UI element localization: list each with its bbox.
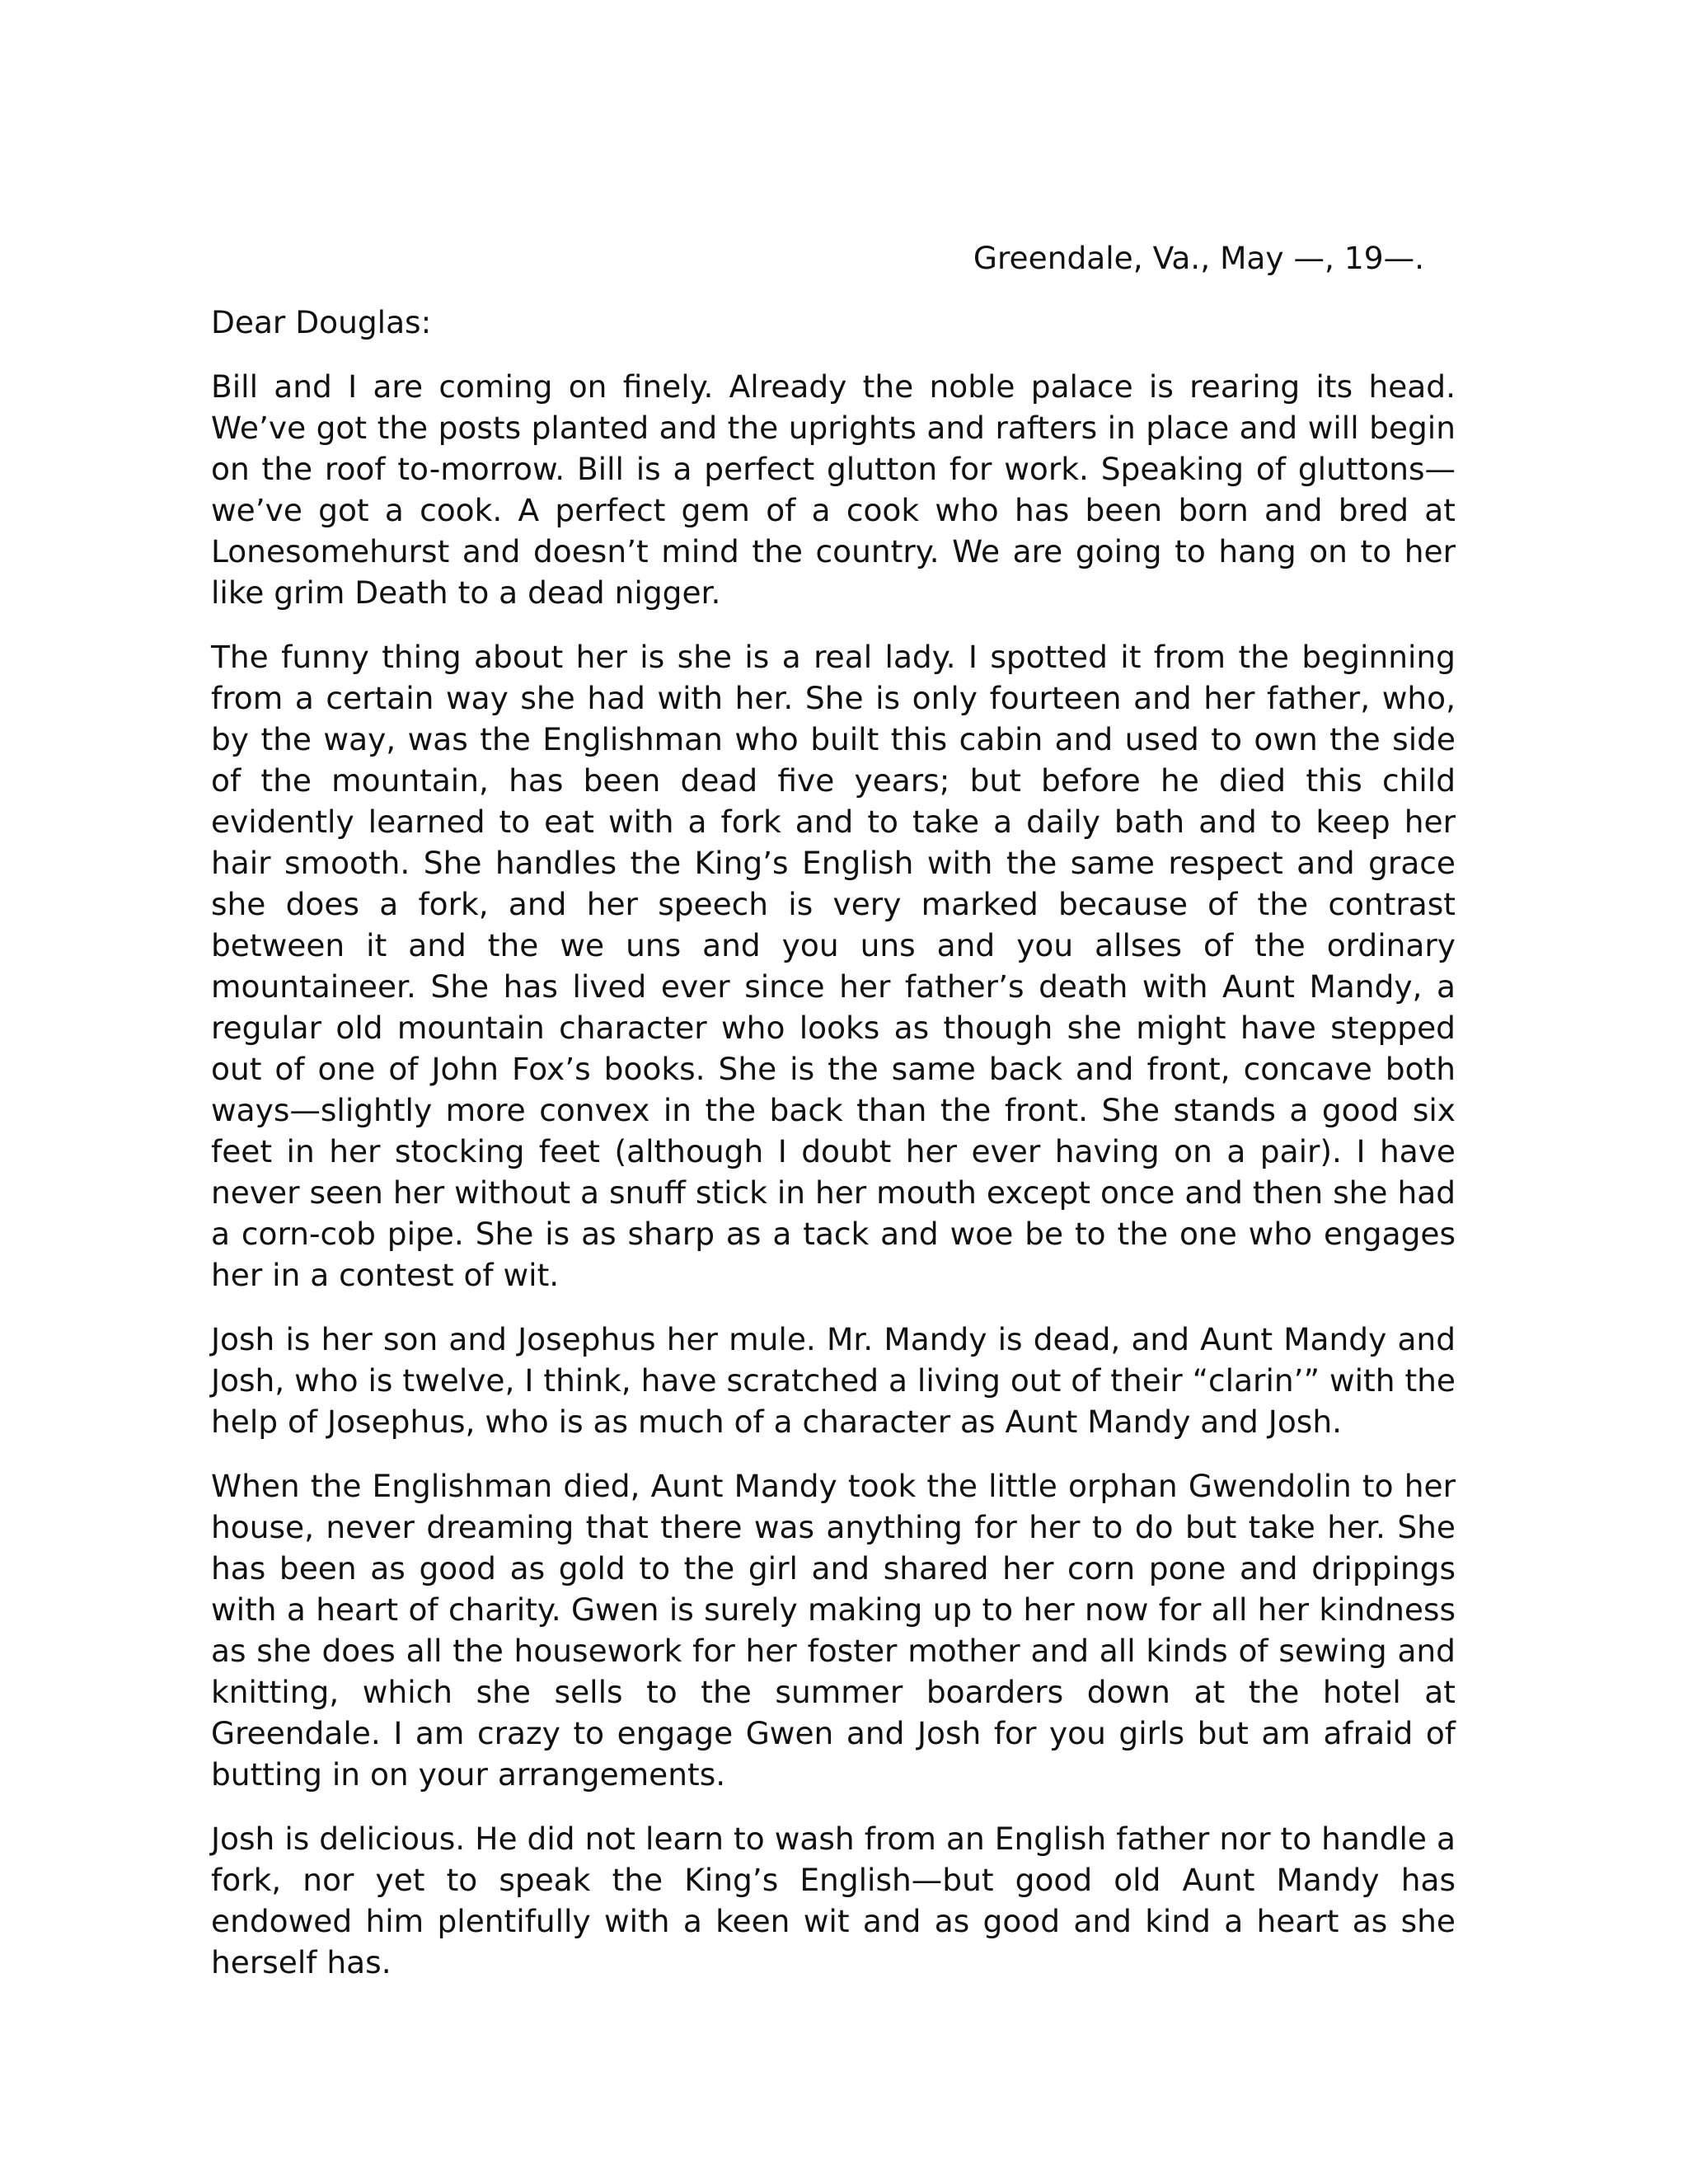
letter-page [211,237,1456,2006]
letter-salutation: Dear Douglas: [211,304,432,340]
letter-paragraph: Josh is delicious. He did not learn to wash from an English father nor to handle a fork, nor yet to speak the King’s English—but good old Aunt Mandy has endowed him plentifully with a keen wit and as good and kind a heart as she herself has. [211,1821,1456,1980]
letter-paragraph: When the Englishman died, Aunt Mandy took the little orphan Gwendolin to her house, never dreaming that there was anything for her to do but take her. She has been as good as gold to the girl and shared her corn pone and drippings with a heart of charity. Gwen is surely making up to her now for all her kindness as she does all the housework for her foster mother and all kinds of sewing and knitting, which she sells to the summer boarders down at the hotel at Greendale. I am crazy to engage Gwen and Josh for you girls but am afraid of butting in on your arrangements. [211,1468,1456,1793]
letter-paragraph: The funny thing about her is she is a real lady. I spotted it from the beginning from a certain way she had with her. She is only fourteen and her father, who, by the way, was the Englishman who built this cabin and used to own the side of the mountain, has been dead five years; but before he died this child evidently learned to eat with a fork and to take a daily bath and to keep her hair smooth. She handles the King’s English with the same respect and grace she does a fork, and her speech is very marked because of the contrast between it and the we uns and you uns and you allses of the ordinary mountaineer. She has lived ever since her father’s death with Aunt Mandy, a regular old mountain character who looks as though she might have stepped out of one of John Fox’s books. She is the same back and front, concave both ways—slightly more convex in the back than the front. She stands a good six feet in her stocking feet (although I doubt her ever having on a pair). I have never seen her without a snuff stick in her mouth except once and then she had a corn-cob pipe. She is as sharp as a tack and woe be to the one who engages her in a contest of wit. [211,639,1456,1293]
letter-dateline: Greendale, Va., May —, 19—. [973,240,1424,276]
letter-paragraph: Josh is her son and Josephus her mule. Mr. Mandy is dead, and Aunt Mandy and Josh, who is twelve, I think, have scratched a living out of their “clarin’” with the help of Josephus, who is as much of a character as Aunt Mandy and Josh. [211,1321,1456,1440]
letter-paragraph: Bill and I are coming on finely. Already the noble palace is rearing its head. We’ve got the posts planted and the uprights and rafters in place and will begin on the roof to-morrow. Bill is a perfect glutton for work. Speaking of gluttons—we’ve got a cook. A perfect gem of a cook who has been born and bred at Lonesomehurst and doesn’t mind the country. We are going to hang on to her like grim Death to a dead nigger. [211,368,1456,611]
